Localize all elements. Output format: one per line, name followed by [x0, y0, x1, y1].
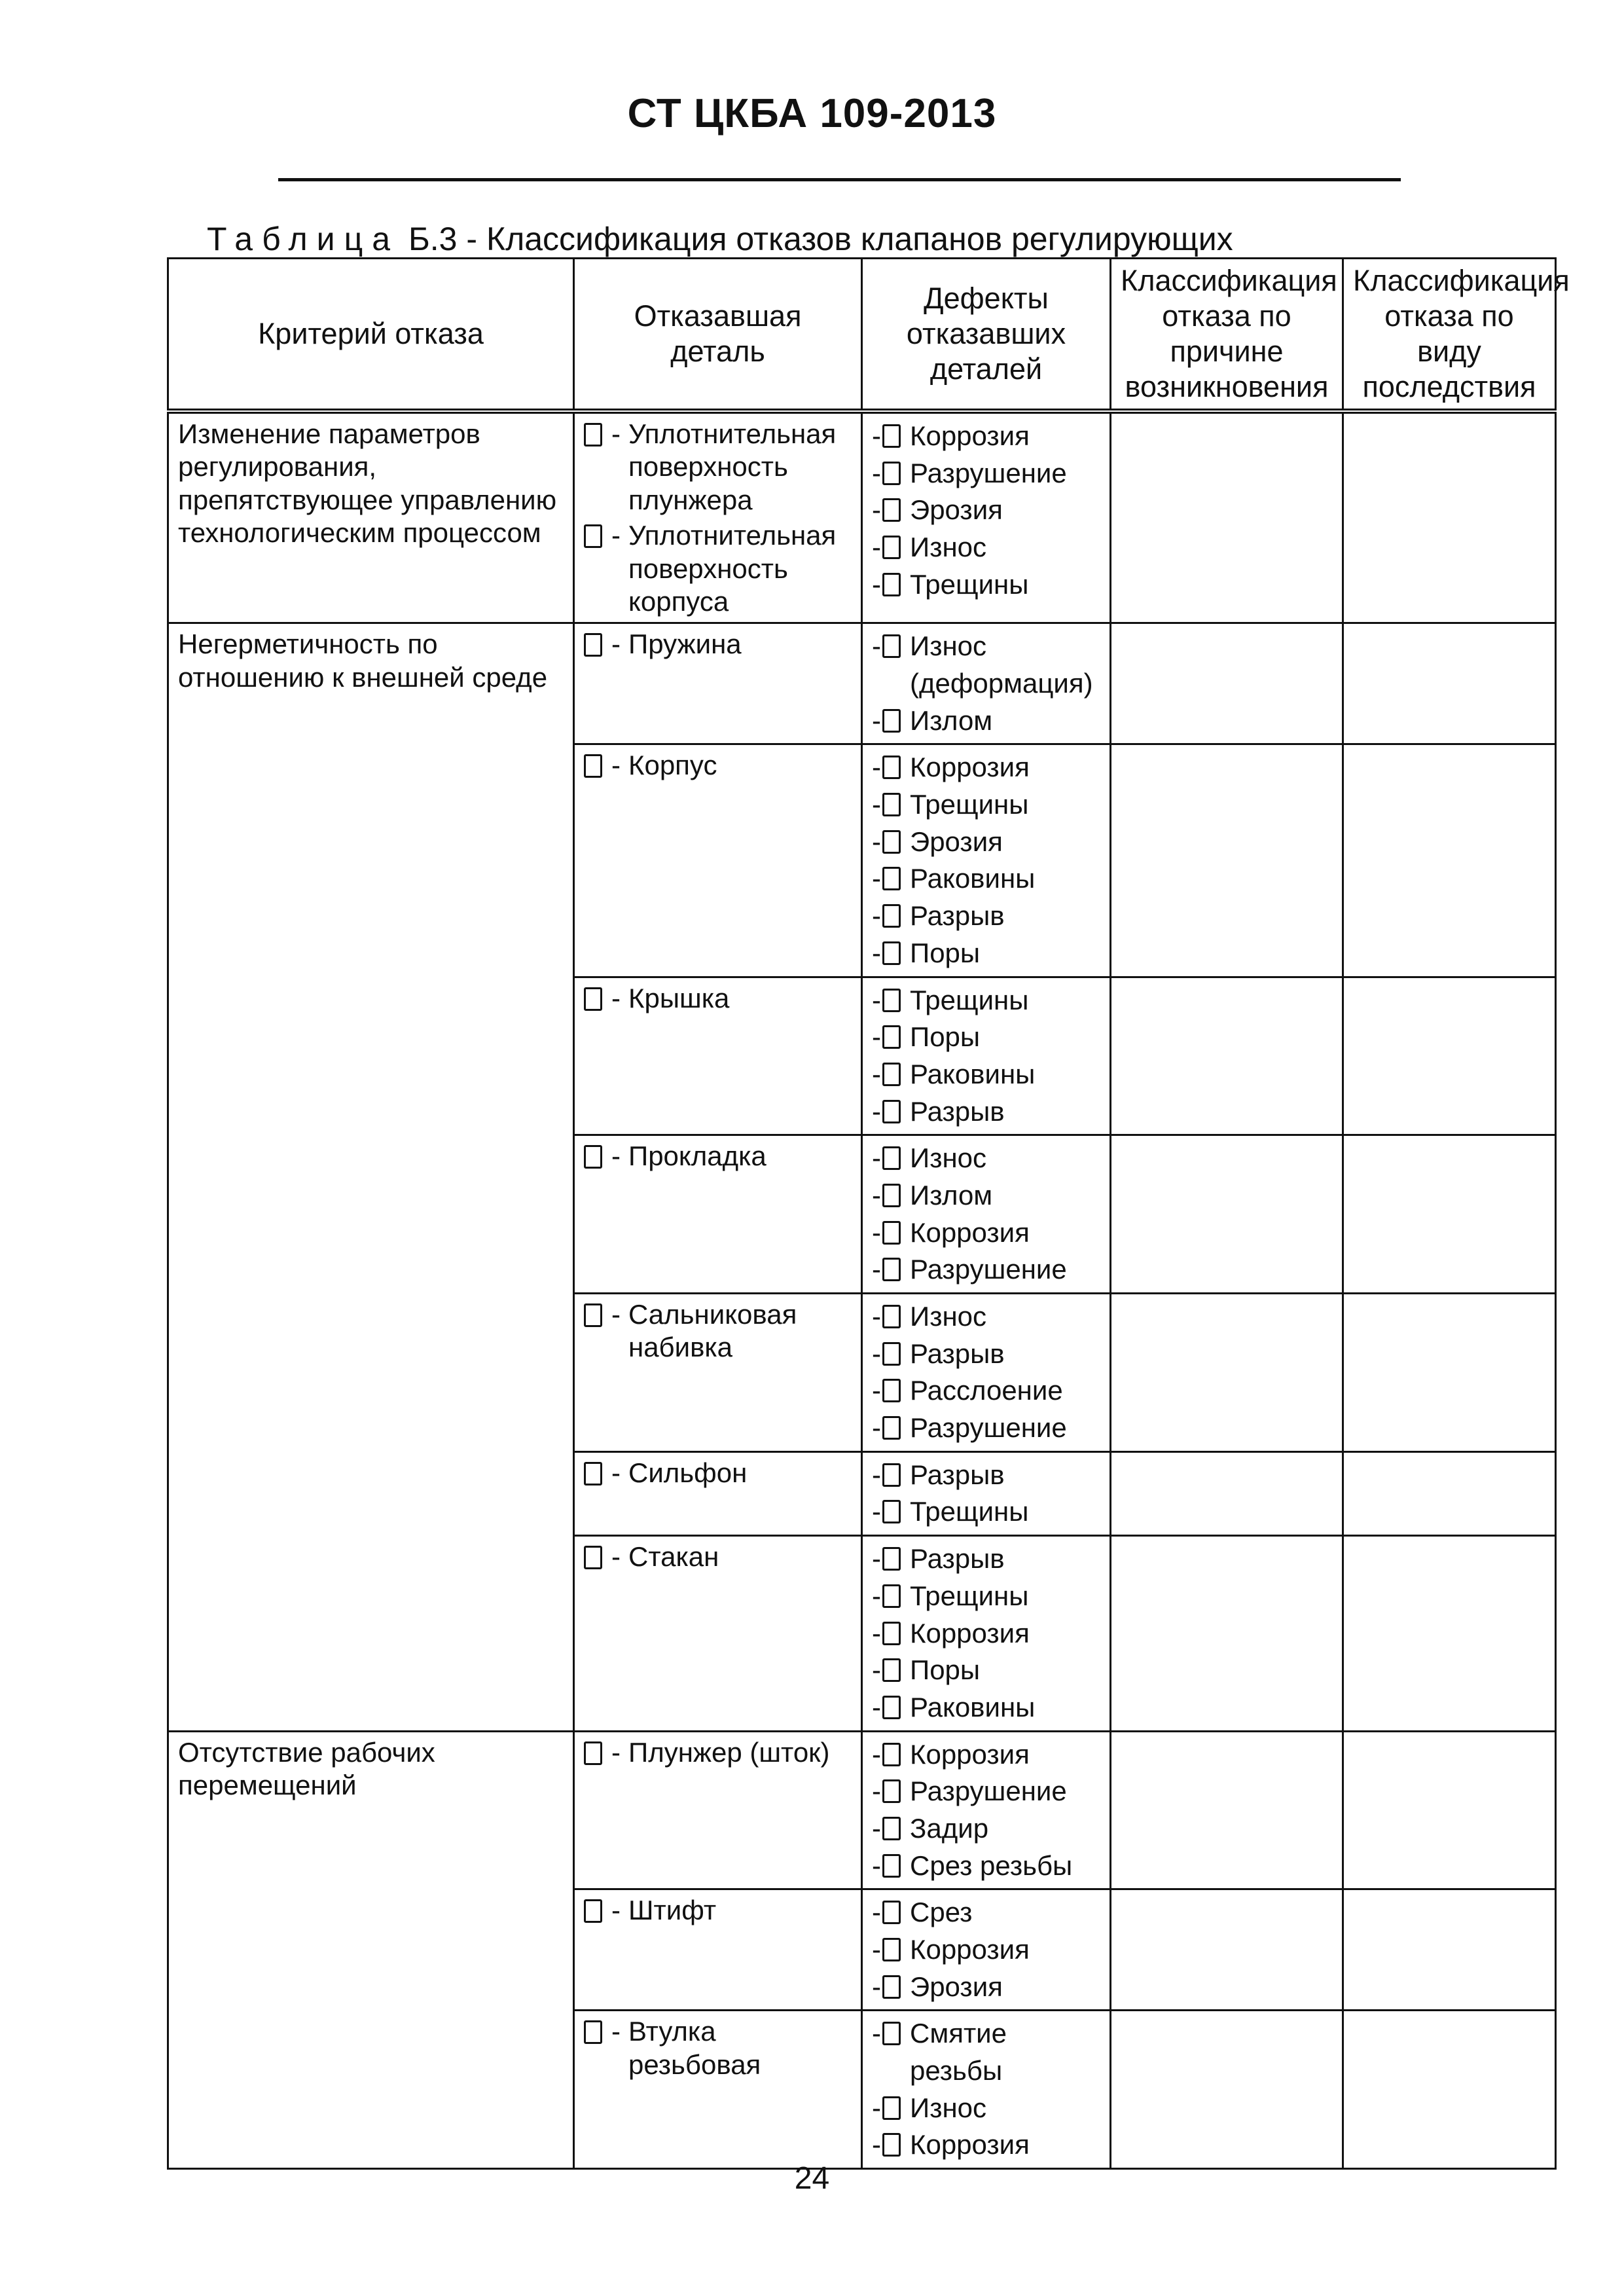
- part-cell: [574, 411, 862, 623]
- checkbox-icon: [882, 867, 901, 890]
- part-name: Штифт: [628, 1895, 717, 1926]
- defect-entry: [872, 898, 1100, 935]
- defect-name: Трещины: [910, 984, 1029, 1015]
- dash-separator: -: [872, 420, 881, 451]
- dash-separator: -: [611, 1541, 621, 1573]
- dash-separator: -: [872, 1254, 881, 1285]
- dash-separator: -: [872, 1216, 881, 1248]
- defect-entry: [872, 1848, 1100, 1885]
- checkbox-icon: [882, 830, 901, 854]
- defect-name: Задир: [910, 1812, 989, 1844]
- dash-separator: -: [611, 1736, 621, 1768]
- table-row: [168, 1731, 1556, 1889]
- defects-cell: [862, 2011, 1111, 2169]
- dash-separator: -: [872, 494, 881, 526]
- part-entry: [584, 1894, 852, 1927]
- consequence-classification-cell: [1343, 977, 1556, 1135]
- defect-entry: [872, 1931, 1100, 1969]
- dash-separator: -: [611, 982, 621, 1013]
- checkbox-icon: [882, 1463, 901, 1487]
- checkbox-icon: [882, 573, 901, 596]
- dash-separator: -: [872, 863, 881, 894]
- defect-entry: [872, 1372, 1100, 1410]
- checkbox-icon: [882, 1100, 901, 1123]
- cause-classification-cell: [1111, 623, 1343, 744]
- defect-name: Износ: [910, 532, 986, 563]
- table-caption: [207, 220, 1233, 258]
- defects-cell: [862, 744, 1111, 977]
- dash-separator: -: [872, 1459, 881, 1490]
- checkbox-icon: [882, 1379, 901, 1402]
- checkbox-icon: [882, 1305, 901, 1328]
- part-name: Сильфон: [628, 1457, 748, 1488]
- dash-separator: -: [872, 1654, 881, 1686]
- consequence-classification-cell: [1343, 1135, 1556, 1294]
- defect-name: Поры: [910, 1021, 981, 1053]
- defect-entry: [872, 1056, 1100, 1093]
- cause-classification-cell: [1111, 1536, 1343, 1731]
- defect-name: Коррозия: [910, 420, 1030, 451]
- defect-name: Трещины: [910, 568, 1029, 600]
- cause-classification-cell: [1111, 1451, 1343, 1535]
- defect-name: Срез резьбы: [910, 1850, 1073, 1881]
- defect-entry: [872, 455, 1100, 492]
- defect-name: Разрыв: [910, 900, 1005, 932]
- checkbox-icon: [882, 1500, 901, 1523]
- failure-classification-table: [167, 257, 1570, 2170]
- dash-separator: -: [872, 532, 881, 563]
- defect-entry: [872, 1214, 1100, 1252]
- defect-name: Срез: [910, 1897, 973, 1928]
- defect-entry: [872, 529, 1100, 566]
- checkbox-icon: [882, 2133, 901, 2157]
- header-cell-criterion: Критерий отказа: [168, 259, 574, 412]
- defect-name: Износ: [910, 1142, 986, 1174]
- defects-cell: [862, 1294, 1111, 1452]
- dash-separator: -: [611, 1895, 621, 1926]
- defect-entry: [872, 1652, 1100, 1689]
- dash-separator: -: [872, 1971, 881, 2002]
- dash-separator: -: [872, 826, 881, 857]
- defect-name: Смятие резьбы: [910, 2018, 1007, 2086]
- part-cell: [574, 1451, 862, 1535]
- checkbox-icon: [584, 2020, 602, 2044]
- consequence-classification-cell: [1343, 1731, 1556, 1889]
- consequence-classification-cell: [1343, 411, 1556, 623]
- dash-separator: -: [872, 1934, 881, 1965]
- cause-classification-cell: [1111, 1294, 1343, 1452]
- consequence-classification-cell: [1343, 1294, 1556, 1452]
- defect-entry: [872, 2015, 1100, 2089]
- table-caption-separator: -: [466, 221, 478, 257]
- defect-name: Разрушение: [910, 1254, 1067, 1285]
- defect-name: Поры: [910, 1654, 981, 1686]
- checkbox-icon: [584, 1899, 602, 1923]
- table-caption-number: Б.3: [408, 221, 458, 257]
- checkbox-icon: [882, 904, 901, 928]
- part-name: Плунжер (шток): [628, 1736, 830, 1768]
- dash-separator: -: [872, 630, 881, 662]
- dash-separator: -: [611, 1299, 621, 1330]
- defect-name: Эрозия: [910, 826, 1003, 857]
- part-entry: [584, 2015, 852, 2081]
- defect-entry: [872, 935, 1100, 972]
- part-cell: [574, 744, 862, 977]
- dash-separator: -: [872, 1580, 881, 1611]
- dash-separator: -: [872, 984, 881, 1015]
- table-caption-label: Таблица: [207, 221, 400, 257]
- defect-name: Износ: [910, 1301, 986, 1332]
- checkbox-icon: [882, 941, 901, 965]
- defects-cell: [862, 411, 1111, 623]
- dash-separator: -: [872, 1179, 881, 1211]
- cause-classification-cell: [1111, 411, 1343, 623]
- table-row: [168, 623, 1556, 744]
- defect-name: Разрыв: [910, 1095, 1005, 1127]
- criterion-cell: Изменение параметров регулирования, препятствующее управлению технологическим процессом: [168, 411, 574, 623]
- defect-entry: [872, 1251, 1100, 1288]
- defect-name: Расслоение: [910, 1375, 1063, 1406]
- consequence-classification-cell: [1343, 1451, 1556, 1535]
- checkbox-icon: [584, 987, 602, 1011]
- defect-entry: [872, 1493, 1100, 1531]
- part-entry: [584, 1736, 852, 1769]
- part-entry: [584, 1298, 852, 1364]
- dash-separator: -: [872, 1897, 881, 1928]
- defect-name: Излом: [910, 1179, 993, 1211]
- checkbox-icon: [584, 1145, 602, 1169]
- dash-separator: -: [611, 1140, 621, 1172]
- defect-entry: [872, 1457, 1100, 1494]
- part-cell: [574, 1889, 862, 2011]
- cause-classification-cell: [1111, 2011, 1343, 2169]
- part-entry: [584, 982, 852, 1015]
- cause-classification-cell: [1111, 1889, 1343, 2011]
- checkbox-icon: [584, 1303, 602, 1327]
- checkbox-icon: [882, 1584, 901, 1608]
- defect-name: Трещины: [910, 1496, 1029, 1527]
- defect-name: Коррозия: [910, 1216, 1030, 1248]
- dash-separator: -: [872, 1496, 881, 1527]
- part-cell: [574, 1536, 862, 1731]
- part-name: Уплотнительная поверхность плунжера: [628, 418, 837, 515]
- defect-entry: [872, 1140, 1100, 1177]
- defect-name: Поры: [910, 937, 981, 968]
- cause-classification-cell: [1111, 744, 1343, 977]
- defects-cell: [862, 977, 1111, 1135]
- defect-entry: [872, 628, 1100, 702]
- defect-name: Разрушение: [910, 1412, 1067, 1444]
- defect-name: Разрыв: [910, 1543, 1005, 1575]
- dash-separator: -: [611, 629, 621, 660]
- dash-separator: -: [872, 2018, 881, 2049]
- dash-separator: -: [872, 1617, 881, 1649]
- checkbox-icon: [882, 1779, 901, 1803]
- part-entry: [584, 628, 852, 661]
- defect-entry: [872, 2090, 1100, 2127]
- defect-name: Коррозия: [910, 752, 1030, 783]
- table-row: [168, 411, 1556, 623]
- dash-separator: -: [872, 1776, 881, 1807]
- checkbox-icon: [882, 1184, 901, 1207]
- defect-entry: [872, 1093, 1100, 1131]
- defect-entry: [872, 1969, 1100, 2006]
- defects-cell: [862, 1889, 1111, 2011]
- part-cell: [574, 1731, 862, 1889]
- defect-entry: [872, 860, 1100, 898]
- part-entry: [584, 749, 852, 782]
- checkbox-icon: [584, 524, 602, 548]
- dash-separator: -: [872, 752, 881, 783]
- defect-entry: [872, 749, 1100, 786]
- part-entry: [584, 1140, 852, 1173]
- checkbox-icon: [882, 536, 901, 559]
- checkbox-icon: [584, 423, 602, 446]
- checkbox-icon: [584, 1546, 602, 1569]
- checkbox-icon: [882, 1658, 901, 1682]
- dash-separator: -: [872, 1375, 881, 1406]
- dash-separator: -: [872, 1738, 881, 1770]
- table-caption-title: Классификация отказов клапанов регулирующих: [486, 221, 1233, 257]
- checkbox-icon: [882, 634, 901, 658]
- defect-entry: [872, 1689, 1100, 1726]
- defect-entry: [872, 1736, 1100, 1774]
- defects-cell: [862, 1731, 1111, 1889]
- defect-entry: [872, 702, 1100, 740]
- checkbox-icon: [882, 2022, 901, 2045]
- checkbox-icon: [882, 1025, 901, 1049]
- dash-separator: -: [872, 568, 881, 600]
- checkbox-icon: [882, 1342, 901, 1366]
- consequence-classification-cell: [1343, 744, 1556, 977]
- dash-separator: -: [872, 1412, 881, 1444]
- dash-separator: -: [872, 1812, 881, 1844]
- checkbox-icon: [882, 1416, 901, 1440]
- dash-separator: -: [872, 1058, 881, 1089]
- part-cell: [574, 623, 862, 744]
- checkbox-icon: [584, 754, 602, 778]
- dash-separator: -: [872, 2129, 881, 2160]
- header-cell-cause: Классификация отказа по причине возникновения: [1111, 259, 1343, 412]
- part-name: Втулка резьбовая: [628, 2016, 761, 2080]
- defect-entry: [872, 1336, 1100, 1373]
- dash-separator: -: [872, 1142, 881, 1174]
- checkbox-icon: [882, 1817, 901, 1840]
- checkbox-icon: [882, 1854, 901, 1878]
- defects-cell: [862, 623, 1111, 744]
- checkbox-icon: [584, 633, 602, 657]
- checkbox-icon: [882, 1221, 901, 1245]
- defects-cell: [862, 1451, 1111, 1535]
- checkbox-icon: [882, 1743, 901, 1766]
- part-name: Уплотнительная поверхность корпуса: [628, 520, 837, 617]
- part-name: Пружина: [628, 629, 742, 660]
- part-name: Сальниковая набивка: [628, 1299, 797, 1363]
- defect-name: Коррозия: [910, 1617, 1030, 1649]
- consequence-classification-cell: [1343, 2011, 1556, 2169]
- checkbox-icon: [584, 1462, 602, 1485]
- part-cell: [574, 2011, 862, 2169]
- part-entry: [584, 418, 852, 517]
- defect-name: Разрыв: [910, 1459, 1005, 1490]
- dash-separator: -: [872, 937, 881, 968]
- cause-classification-cell: [1111, 1135, 1343, 1294]
- cause-classification-cell: [1111, 1731, 1343, 1889]
- defects-cell: [862, 1536, 1111, 1731]
- defect-name: Разрушение: [910, 1776, 1067, 1807]
- consequence-classification-cell: [1343, 1889, 1556, 2011]
- defect-entry: [872, 1894, 1100, 1931]
- checkbox-icon: [882, 756, 901, 779]
- checkbox-icon: [584, 1741, 602, 1765]
- defect-entry: [872, 786, 1100, 824]
- consequence-classification-cell: [1343, 623, 1556, 744]
- defect-name: Коррозия: [910, 1934, 1030, 1965]
- defect-name: Коррозия: [910, 2129, 1030, 2160]
- part-entry: [584, 1540, 852, 1573]
- defect-entry: [872, 2126, 1100, 2164]
- defect-name: Износ (деформация): [910, 630, 1093, 699]
- table-body: [168, 411, 1556, 2169]
- header-cell-defects: Дефекты отказавших деталей: [862, 259, 1111, 412]
- defect-entry: [872, 1578, 1100, 1615]
- checkbox-icon: [882, 1063, 901, 1086]
- defect-name: Раковины: [910, 863, 1036, 894]
- cause-classification-cell: [1111, 977, 1343, 1135]
- part-entry: [584, 519, 852, 618]
- defect-name: Разрушение: [910, 457, 1067, 488]
- defect-name: Раковины: [910, 1058, 1036, 1089]
- defect-name: Износ: [910, 2092, 986, 2123]
- header-cell-consequence: Классификация отказа по виду последствия: [1343, 259, 1556, 412]
- dash-separator: -: [872, 789, 881, 820]
- page-number: 24: [794, 2161, 830, 2196]
- part-name: Прокладка: [628, 1140, 767, 1172]
- consequence-classification-cell: [1343, 1536, 1556, 1731]
- checkbox-icon: [882, 709, 901, 733]
- defect-entry: [872, 1615, 1100, 1652]
- checkbox-icon: [882, 498, 901, 522]
- defect-name: Эрозия: [910, 1971, 1003, 2002]
- defect-entry: [872, 1019, 1100, 1056]
- defect-entry: [872, 566, 1100, 604]
- defect-name: Эрозия: [910, 494, 1003, 526]
- checkbox-icon: [882, 1258, 901, 1281]
- checkbox-icon: [882, 1901, 901, 1924]
- dash-separator: -: [872, 1691, 881, 1722]
- dash-separator: -: [872, 1543, 881, 1575]
- dash-separator: -: [872, 704, 881, 736]
- defect-name: Раковины: [910, 1691, 1036, 1722]
- checkbox-icon: [882, 1146, 901, 1170]
- checkbox-icon: [882, 793, 901, 816]
- checkbox-icon: [882, 1547, 901, 1571]
- dash-separator: -: [611, 750, 621, 781]
- checkbox-icon: [882, 989, 901, 1012]
- document-code: СТ ЦКБА 109-2013: [627, 91, 997, 136]
- header-cell-part: Отказавшая деталь: [574, 259, 862, 412]
- dash-separator: -: [611, 2016, 621, 2047]
- checkbox-icon: [882, 2096, 901, 2120]
- defects-cell: [862, 1135, 1111, 1294]
- part-name: Корпус: [628, 750, 717, 781]
- part-cell: [574, 1135, 862, 1294]
- defect-entry: [872, 1177, 1100, 1214]
- dash-separator: -: [611, 1457, 621, 1488]
- dash-separator: -: [872, 1850, 881, 1881]
- defect-entry: [872, 1298, 1100, 1336]
- part-cell: [574, 1294, 862, 1452]
- part-cell: [574, 977, 862, 1135]
- part-name: Стакан: [628, 1541, 719, 1573]
- defect-entry: [872, 418, 1100, 455]
- dash-separator: -: [872, 1021, 881, 1053]
- defect-entry: [872, 492, 1100, 529]
- checkbox-icon: [882, 424, 901, 448]
- criterion-cell: Негерметичность по отношению к внешней среде: [168, 623, 574, 1731]
- header-rule: [278, 178, 1401, 181]
- dash-separator: -: [872, 1301, 881, 1332]
- part-name: Крышка: [628, 982, 730, 1013]
- defect-name: Трещины: [910, 789, 1029, 820]
- defect-name: Коррозия: [910, 1738, 1030, 1770]
- defect-entry: [872, 1810, 1100, 1848]
- dash-separator: -: [872, 1095, 881, 1127]
- defect-entry: [872, 1773, 1100, 1810]
- defect-name: Излом: [910, 704, 993, 736]
- dash-separator: -: [872, 900, 881, 932]
- checkbox-icon: [882, 1975, 901, 1999]
- defect-name: Трещины: [910, 1580, 1029, 1611]
- defect-entry: [872, 1410, 1100, 1447]
- defect-name: Разрыв: [910, 1338, 1005, 1369]
- dash-separator: -: [611, 520, 621, 551]
- defect-entry: [872, 1540, 1100, 1578]
- dash-separator: -: [611, 418, 621, 449]
- checkbox-icon: [882, 1938, 901, 1961]
- criterion-cell: Отсутствие рабочих перемещений: [168, 1731, 574, 2169]
- checkbox-icon: [882, 1696, 901, 1719]
- dash-separator: -: [872, 1338, 881, 1369]
- defect-entry: [872, 824, 1100, 861]
- table-header-row: [168, 259, 1556, 412]
- dash-separator: -: [872, 457, 881, 488]
- checkbox-icon: [882, 462, 901, 485]
- dash-separator: -: [872, 2092, 881, 2123]
- part-entry: [584, 1457, 852, 1489]
- checkbox-icon: [882, 1622, 901, 1645]
- defect-entry: [872, 982, 1100, 1019]
